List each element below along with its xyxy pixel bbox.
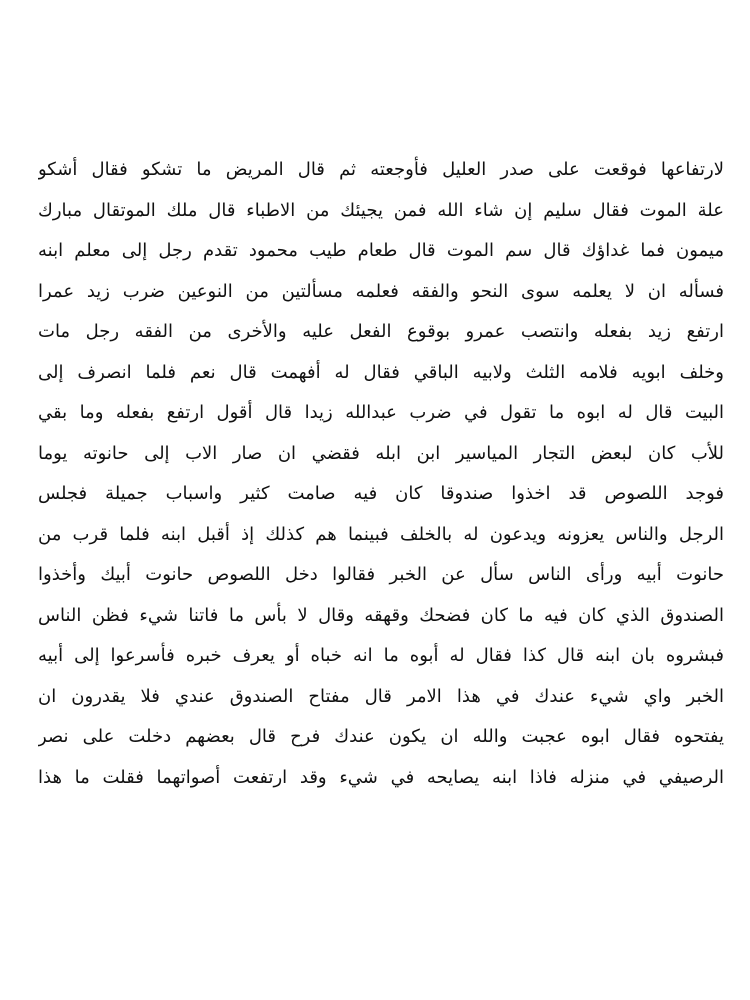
text-line-4: فسأله ان لا يعلمه سوى النحو والفقه فعلمه مسألتين من النوعين ضرب زيد عمرا [38,280,724,302]
text-line-11: حانوت أبيه ورأى الناس سأل عن الخبر فقالوا دخل اللصوص حانوت أبيك وأخذوا [38,564,724,585]
text-line-8: للأب كان لبعض التجار المياسير ابن ابله فقضي ان صار الاب إلى حانوته يوما [38,442,724,464]
text-line-15: يفتحوه فقال ابوه عجبت والله ان يكون عندك فرح قال بعضهم دخلت على نصر [38,726,724,747]
text-line-12: الصندوق الذي كان فيه ما كان فضحك وقهقه وقال لا بأس ما فاتنا شيء فظن الناس [38,604,724,626]
text-line-9: فوجد اللصوص قد اخذوا صندوقا كان فيه صامت كثير واسباب جميلة فجلس [38,483,724,504]
text-line-3: ميمون فما غداؤك قال سم الموت قال طعام طيب محمود تقدم رجل إلى معلم ابنه [38,240,724,261]
text-line-16: الرصيفي في منزله فاذا ابنه يصايحه في شيء وقد ارتفعت أصواتهما فقلت ما هذا [38,766,724,788]
body-text [38,150,724,798]
text-line-10: الرجل والناس يعزونه ويدعون له بالخلف فبينما هم كذلك إذ أقبل ابنه فلما قرب من [38,523,724,545]
text-line-14: الخبر واي شيء عندك في هذا الامر قال مفتاح الصندوق عندي فلا يقدرون ان [38,685,724,707]
text-line-6: وخلف ابويه فلامه الثلث ولابيه الباقي فقال له أفهمت قال نعم فلما انصرف إلى [38,361,724,383]
text-line-5: ارتفع زيد بفعله وانتصب عمرو بوقوع الفعل عليه والأخرى من الفقه رجل مات [38,321,724,342]
text-line-13: فبشروه بان ابنه قال كذا فقال له أبوه ما انه خباه أو يعرف خبره فأسرعوا إلى أبيه [38,645,724,666]
text-line-1: لارتفاعها فوقعت على صدر العليل فأوجعته ثم قال المريض ما تشكو فقال أشكو [38,159,724,180]
text-line-2: علة الموت فقال سليم إن شاء الله فمن يجيئك من الاطباء قال ملك الموتقال مبارك [38,199,724,221]
text-line-7: البيت قال له ابوه ما تقول في ضرب عبدالله زيدا قال أقول ارتفع بفعله وما بقي [38,402,724,423]
